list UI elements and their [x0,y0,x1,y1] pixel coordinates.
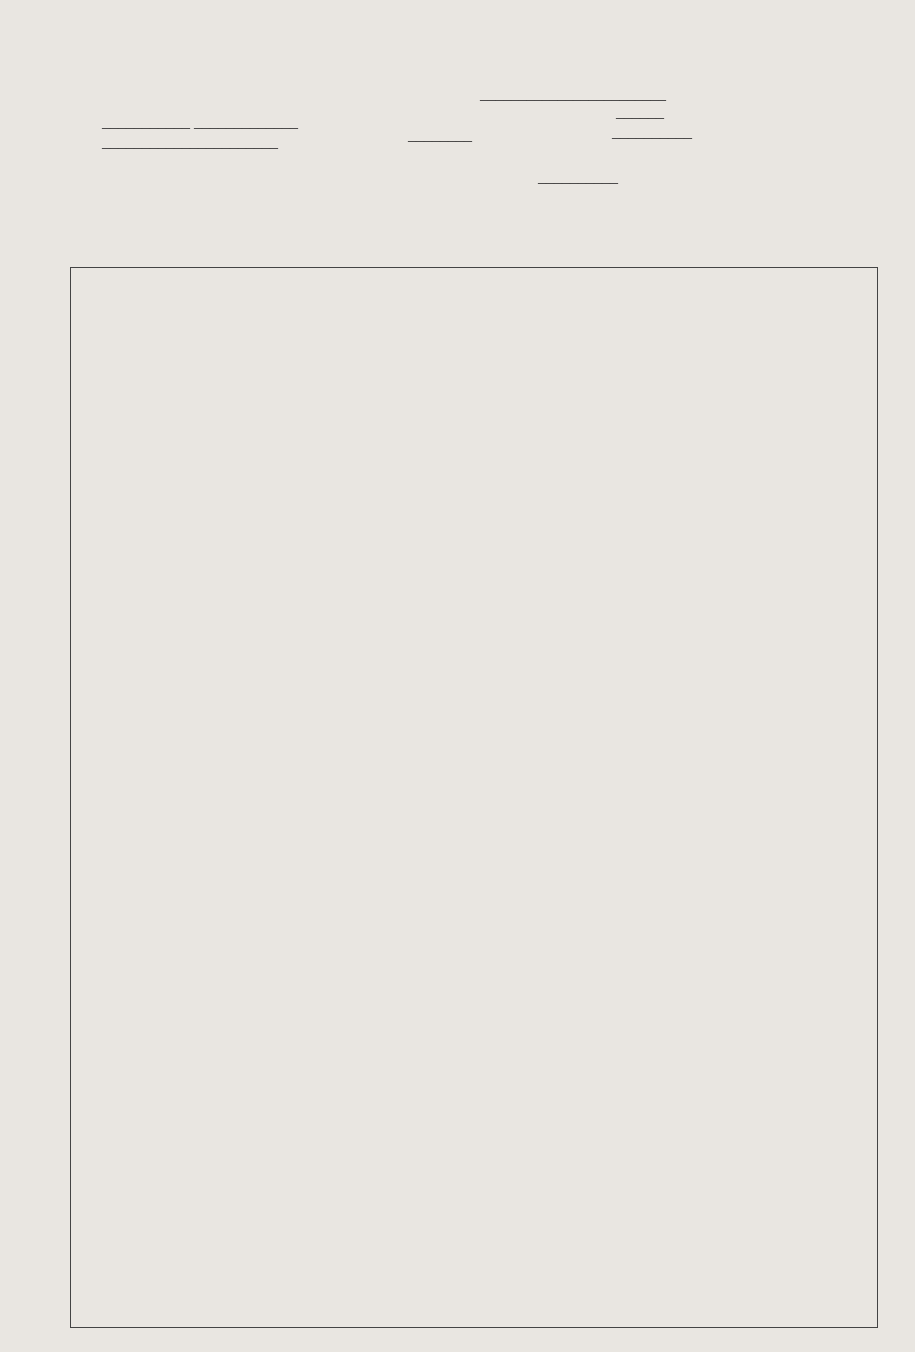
date-label: ________________________ [480,86,666,103]
center-line: ______________________ [102,134,278,151]
signature-supdt: __________ [612,124,692,141]
paper-line: __________ [538,169,618,186]
roll-line: ___________ _____________ [102,114,298,131]
signature-candidate: ______ [616,104,664,121]
answer-book-no: ________ [408,127,472,144]
question-grid [70,267,878,1328]
